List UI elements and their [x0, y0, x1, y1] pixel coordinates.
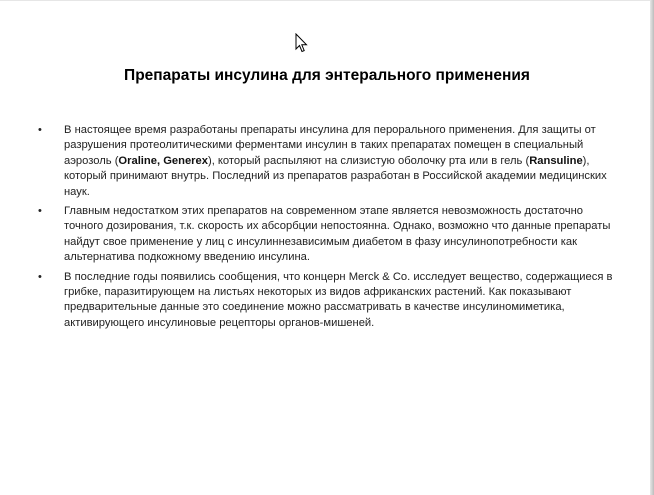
bullet-marker: •	[38, 205, 42, 218]
bullet-item-3	[38, 270, 618, 332]
bullet-text: Главным недостатком этих препаратов на современном этапе является невозможность достаточно точного дозирования, т.к. скорость их абсорбции непостоянна. Однако, возможно что данные препараты найдут свое применение у лиц с инсулиннезависимым диабетом в фазу инсулинопотребности как альтернатива подкожному введению инсулина.	[64, 205, 611, 264]
product-name-gel: Ransuline	[529, 154, 583, 167]
bullet-item-1	[38, 123, 618, 200]
slide-title: Препараты инсулина для энтерального применения	[124, 67, 530, 84]
bullet-text: В последние годы появились сообщения, что концерн Merck & Co. исследует вещество, содержащиеся в грибке, паразитирующем на листьях некоторых из видов африканских растений. Как показывают предварительные данные это соединение можно рассматривать в качестве инсулиномиметика, активирующего инсулиновые рецепторы органов-мишеней.	[64, 270, 613, 329]
mouse-pointer-icon	[295, 33, 309, 53]
bullet-text: В настоящее время разработаны препараты инсулина для перорального применения. Для защиты от разрушения протеолитическими ферментами инсулин в таких препаратах помещен в специальный аэрозоль (Oraline, Generex), который распыляют на слизистую оболочку рта или в гель (Ransuline), который принимают внутрь. Последний из препаратов разработан в Российской академии медицинских наук.	[64, 124, 607, 198]
bullet-list	[38, 123, 618, 335]
product-names-aerosol: Oraline, Generex	[118, 154, 208, 167]
bullet-item-2	[38, 204, 618, 266]
top-border	[0, 0, 654, 1]
bullet-marker: •	[38, 124, 42, 136]
bullet-marker: •	[38, 270, 42, 283]
